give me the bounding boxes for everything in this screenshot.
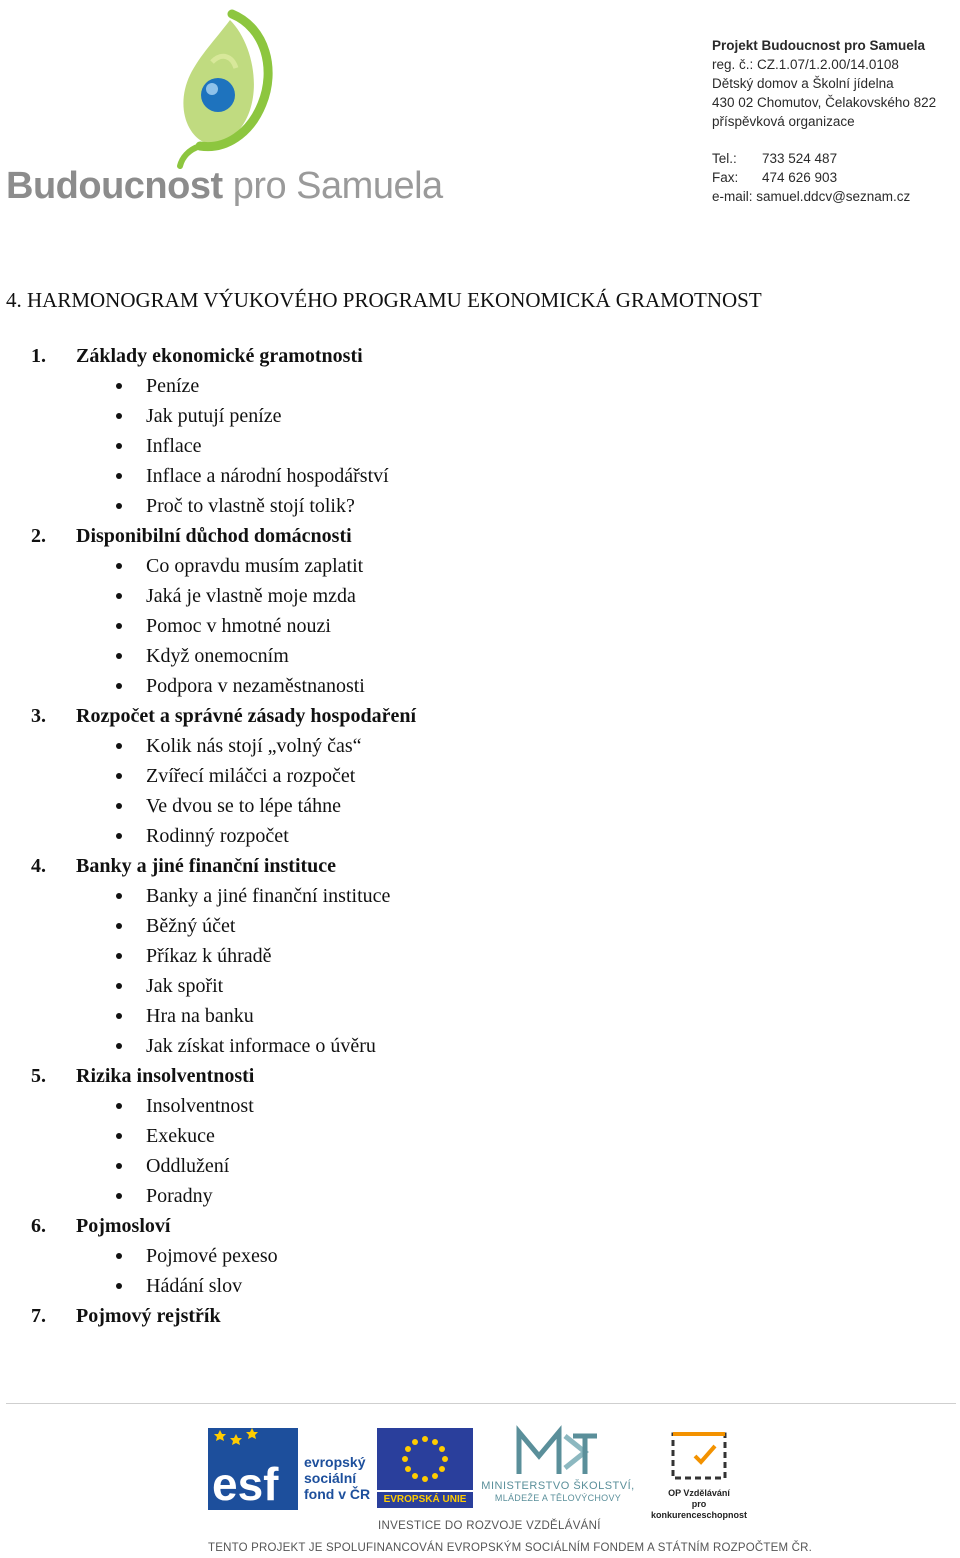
budoucnost-logo bbox=[0, 0, 443, 220]
esf-logo bbox=[208, 1428, 373, 1510]
bullet-icon bbox=[116, 1253, 122, 1259]
bullet-icon bbox=[116, 743, 122, 749]
bullet-icon bbox=[116, 563, 122, 569]
list-item bbox=[0, 731, 900, 761]
list-item bbox=[0, 401, 900, 431]
bullet-icon bbox=[116, 1193, 122, 1199]
section-title: Rizika insolventnosti bbox=[76, 1065, 255, 1087]
investment-tagline: INVESTICE DO ROZVOJE VZDĚLÁVÁNÍ bbox=[378, 1520, 601, 1532]
list-item bbox=[0, 821, 900, 851]
section-number: 2. bbox=[31, 525, 46, 547]
list-item-label: Pomoc v hmotné nouzi bbox=[146, 615, 331, 637]
esf-line2: sociální bbox=[304, 1470, 357, 1486]
bullet-icon bbox=[116, 953, 122, 959]
section-number: 5. bbox=[31, 1065, 46, 1087]
section-title: Pojmový rejstřík bbox=[76, 1305, 221, 1327]
bullet-icon bbox=[116, 923, 122, 929]
esf-mark-icon bbox=[208, 1428, 298, 1510]
list-item bbox=[0, 941, 900, 971]
list-item bbox=[0, 1121, 900, 1151]
drop-leaf-icon bbox=[0, 0, 430, 170]
list-item-label: Jak putují peníze bbox=[146, 405, 282, 427]
list-item bbox=[0, 371, 900, 401]
bullet-icon bbox=[116, 773, 122, 779]
phone-row bbox=[712, 149, 957, 168]
bullet-icon bbox=[116, 413, 122, 419]
section-title: Pojmosloví bbox=[76, 1215, 171, 1237]
bullet-icon bbox=[116, 1133, 122, 1139]
bullet-icon bbox=[116, 383, 122, 389]
op-line1: OP Vzdělávání bbox=[668, 1488, 730, 1498]
organization-name: Dětský domov a Školní jídelna bbox=[712, 76, 894, 91]
list-item bbox=[0, 881, 900, 911]
bullet-icon bbox=[116, 1163, 122, 1169]
list-item-label: Zvířecí miláčci a rozpočet bbox=[146, 765, 356, 787]
esf-line3: fond v ČR bbox=[304, 1486, 371, 1502]
list-item-label: Když onemocním bbox=[146, 645, 289, 667]
msmt-line2: MLÁDEŽE A TĚLOVÝCHOVY bbox=[494, 1493, 622, 1503]
list-item-label: Hádání slov bbox=[146, 1275, 243, 1297]
list-item bbox=[0, 461, 900, 491]
registration-number: reg. č.: CZ.1.07/1.2.00/14.0108 bbox=[712, 57, 899, 72]
list-item bbox=[0, 761, 900, 791]
section-number: 3. bbox=[31, 705, 46, 727]
msmt-mark-icon bbox=[477, 1422, 639, 1478]
list-item-label: Poradny bbox=[146, 1185, 213, 1207]
section-number: 6. bbox=[31, 1215, 46, 1237]
bullet-icon bbox=[116, 983, 122, 989]
logo-name-light: pro Samuela bbox=[232, 165, 443, 207]
op-caption bbox=[643, 1488, 755, 1521]
bullet-icon bbox=[116, 803, 122, 809]
fax-value: 474 626 903 bbox=[762, 170, 838, 185]
msmt-logo bbox=[477, 1422, 639, 1508]
list-item-label: Podpora v nezaměstnanosti bbox=[146, 675, 365, 697]
list-item-label: Jak získat informace o úvěru bbox=[146, 1035, 376, 1057]
list-item-label: Jak spořit bbox=[146, 975, 224, 997]
bullet-icon bbox=[116, 443, 122, 449]
organization-address: 430 02 Chomutov, Čelakovského 822 bbox=[712, 95, 937, 110]
list-item bbox=[0, 1001, 900, 1031]
email-row bbox=[712, 187, 957, 206]
list-item-label: Proč to vlastně stojí tolik? bbox=[146, 495, 355, 517]
list-item bbox=[0, 551, 900, 581]
list-item-label: Kolik nás stojí „volný čas“ bbox=[146, 735, 362, 757]
bullet-icon bbox=[116, 503, 122, 509]
bullet-icon bbox=[116, 893, 122, 899]
contact-block bbox=[712, 36, 957, 206]
fax-label: Fax: bbox=[712, 170, 739, 185]
op-mark-icon bbox=[643, 1428, 755, 1484]
list-item-label: Insolventnost bbox=[146, 1095, 254, 1117]
esf-caption bbox=[304, 1454, 370, 1502]
section-title: Základy ekonomické gramotnosti bbox=[76, 345, 363, 367]
list-item-label: Příkaz k úhradě bbox=[146, 945, 272, 967]
logo-wordmark bbox=[6, 165, 443, 208]
list-item-label: Co opravdu musím zaplatit bbox=[146, 555, 364, 577]
bullet-icon bbox=[116, 473, 122, 479]
footer-divider bbox=[6, 1403, 956, 1404]
section-heading bbox=[0, 701, 900, 731]
list-item bbox=[0, 1271, 900, 1301]
bullet-icon bbox=[116, 653, 122, 659]
list-item-label: Rodinný rozpočet bbox=[146, 825, 289, 847]
section-number: 1. bbox=[31, 345, 46, 367]
list-item bbox=[0, 1151, 900, 1181]
op-line2: pro konkurenceschopnost bbox=[650, 1499, 748, 1520]
list-item bbox=[0, 641, 900, 671]
section-heading bbox=[0, 341, 900, 371]
bullet-icon bbox=[116, 833, 122, 839]
section-heading bbox=[0, 1301, 900, 1331]
project-title: Projekt Budoucnost pro Samuela bbox=[712, 38, 926, 53]
bullet-icon bbox=[116, 623, 122, 629]
fax-row bbox=[712, 168, 957, 187]
list-item-label: Inflace bbox=[146, 435, 202, 457]
list-item bbox=[0, 1181, 900, 1211]
list-item bbox=[0, 1241, 900, 1271]
list-item-label: Pojmové pexeso bbox=[146, 1245, 278, 1267]
organization-type: příspěvková organizace bbox=[712, 114, 855, 129]
section-heading bbox=[0, 851, 900, 881]
bullet-icon bbox=[116, 1043, 122, 1049]
bullet-icon bbox=[116, 683, 122, 689]
section-heading bbox=[0, 1061, 900, 1091]
list-item bbox=[0, 971, 900, 1001]
list-item bbox=[0, 911, 900, 941]
list-item-label: Běžný účet bbox=[146, 915, 236, 937]
section-heading bbox=[0, 521, 900, 551]
email-label: e-mail: bbox=[712, 189, 753, 204]
msmt-caption bbox=[477, 1480, 639, 1504]
bullet-icon bbox=[116, 1013, 122, 1019]
bullet-icon bbox=[116, 1283, 122, 1289]
section-number: 7. bbox=[31, 1305, 46, 1327]
list-item-label: Ve dvou se to lépe táhne bbox=[146, 795, 341, 817]
list-item bbox=[0, 1031, 900, 1061]
document-title: 4. HARMONOGRAM VÝUKOVÉHO PROGRAMU EKONOMICKÁ GRAMOTNOST bbox=[6, 288, 762, 312]
list-item-label: Jaká je vlastně moje mzda bbox=[146, 585, 356, 607]
list-item-label: Hra na banku bbox=[146, 1005, 254, 1027]
list-item bbox=[0, 431, 900, 461]
section-number: 4. bbox=[31, 855, 46, 877]
eu-flag-icon bbox=[377, 1428, 473, 1490]
esf-line1: evropský bbox=[304, 1454, 366, 1470]
list-item bbox=[0, 581, 900, 611]
list-item bbox=[0, 1091, 900, 1121]
section-heading bbox=[0, 1211, 900, 1241]
section-title: Rozpočet a správné zásady hospodaření bbox=[76, 705, 417, 727]
bullet-icon bbox=[116, 1103, 122, 1109]
list-item bbox=[0, 671, 900, 701]
eu-label: EVROPSKÁ UNIE bbox=[377, 1492, 473, 1508]
list-item-label: Banky a jiné finanční instituce bbox=[146, 885, 391, 907]
list-item-label: Inflace a národní hospodářství bbox=[146, 465, 389, 487]
esf-mark-text: esf bbox=[212, 1458, 279, 1510]
op-logo bbox=[643, 1428, 755, 1520]
cofunding-notice: TENTO PROJEKT JE SPOLUFINANCOVÁN EVROPSKÝM SOCIÁLNÍM FONDEM A STÁTNÍM ROZPOČTEM ČR. bbox=[208, 1542, 813, 1554]
section-title: Disponibilní důchod domácnosti bbox=[76, 525, 352, 547]
program-outline bbox=[0, 341, 900, 1331]
list-item bbox=[0, 791, 900, 821]
list-item bbox=[0, 491, 900, 521]
email-value[interactable]: samuel.ddcv@seznam.cz bbox=[756, 189, 911, 204]
msmt-line1: MINISTERSTVO ŠKOLSTVÍ, bbox=[481, 1480, 635, 1492]
phone-value: 733 524 487 bbox=[762, 151, 838, 166]
list-item-label: Exekuce bbox=[146, 1125, 215, 1147]
eu-logo bbox=[375, 1428, 475, 1510]
list-item-label: Oddlužení bbox=[146, 1155, 230, 1177]
list-item bbox=[0, 611, 900, 641]
logo-name-bold: Budoucnost bbox=[6, 165, 223, 207]
list-item-label: Peníze bbox=[146, 375, 200, 397]
phone-label: Tel.: bbox=[712, 151, 737, 166]
section-title: Banky a jiné finanční instituce bbox=[76, 855, 337, 877]
bullet-icon bbox=[116, 593, 122, 599]
